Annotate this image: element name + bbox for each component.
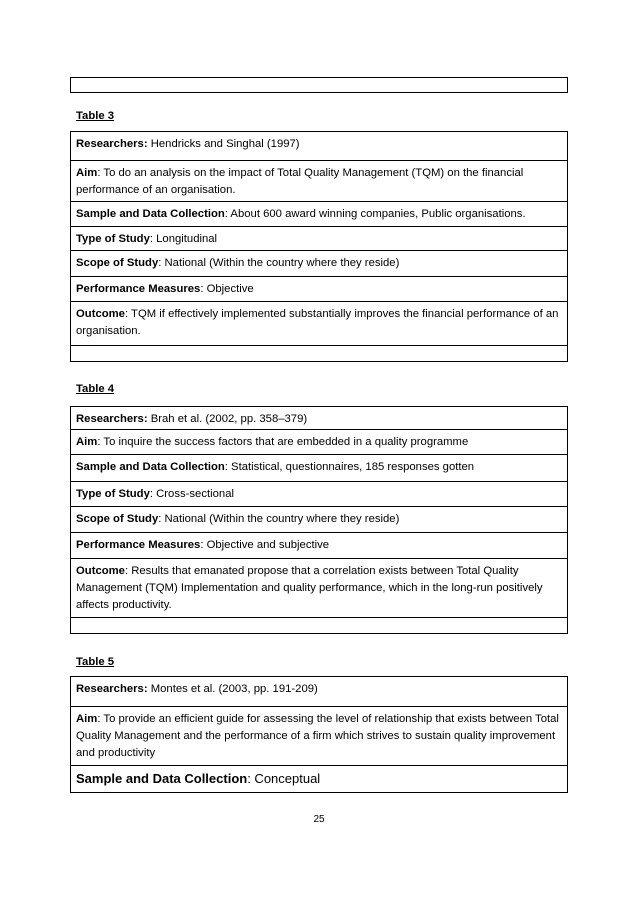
table-row [71,706,567,765]
row-text: : Longitudinal [149,233,218,245]
row-label: Aim [76,713,98,725]
row-label: Type of Study [76,233,150,245]
row-label: Performance Measures [76,283,201,295]
row-label: Outcome [76,565,125,577]
row-label: Researchers: [76,413,148,425]
table-row [71,407,567,429]
table-row [71,276,567,301]
table-row [71,532,567,558]
row-text: : Conceptual [247,771,321,786]
table-row [71,429,567,454]
row-text: : National (Within the country where they reside) [158,513,400,525]
row-label: Researchers: [76,683,148,695]
table-row-empty [71,345,567,361]
table-row [71,201,567,226]
row-text: : To inquire the success factors that are embedded in a quality programme [97,436,469,448]
row-label: Sample and Data Collection [76,771,248,786]
row-text: Brah et al. (2002, pp. 358–379) [147,413,308,425]
table-3 [70,131,568,362]
table-row [71,454,567,481]
row-label: Outcome [76,308,125,320]
row-label: Scope of Study [76,513,159,525]
page-number: 25 [313,814,325,825]
row-text: : National (Within the country where they reside) [158,257,400,269]
table-5-caption: Table 5 [76,656,115,668]
row-label: Aim [76,167,98,179]
row-text: : To do an analysis on the impact of Total Quality Management (TQM) on the financial performance of an organisation. [76,167,524,196]
row-label: Sample and Data Collection [76,461,225,473]
row-text: : Cross-sectional [149,488,234,500]
row-text: : Objective [200,283,254,295]
table-4 [70,406,568,634]
table-row [71,301,567,345]
table-row-empty [71,617,567,633]
top-empty-table [70,77,568,93]
row-label: Performance Measures [76,539,201,551]
row-label: Sample and Data Collection [76,208,225,220]
table-row [71,558,567,617]
row-text: : Results that emanated propose that a correlation exists between Total Quality Management (TQM) Implementation and quality performance, which in the long-run positively affects productivity. [76,565,543,611]
row-text: : Objective and subjective [200,539,330,551]
table-row [71,250,567,276]
row-label: Scope of Study [76,257,159,269]
table-row [71,765,567,792]
table-row [71,160,567,201]
row-text: : TQM if effectively implemented substantially improves the financial performance of an organisation. [76,308,559,337]
row-text: : Statistical, questionnaires, 185 responses gotten [224,461,475,473]
row-text: : About 600 award winning companies, Public organisations. [224,208,526,220]
table-4-caption: Table 4 [76,383,115,395]
row-text: Montes et al. (2003, pp. 191-209) [147,683,318,695]
table-row [71,677,567,706]
table-row [71,226,567,250]
table-5 [70,676,568,793]
table-row [71,481,567,506]
row-label: Type of Study [76,488,150,500]
table-row [71,506,567,532]
table-row [71,132,567,160]
row-text: Hendricks and Singhal (1997) [147,138,300,150]
row-label: Researchers: [76,138,148,150]
row-text: : To provide an efficient guide for assessing the level of relationship that exists between Total Quality Management and the performance of a firm which strives to sustain quality improvement and productivity [76,713,559,759]
row-label: Aim [76,436,98,448]
table-3-caption: Table 3 [76,110,115,122]
